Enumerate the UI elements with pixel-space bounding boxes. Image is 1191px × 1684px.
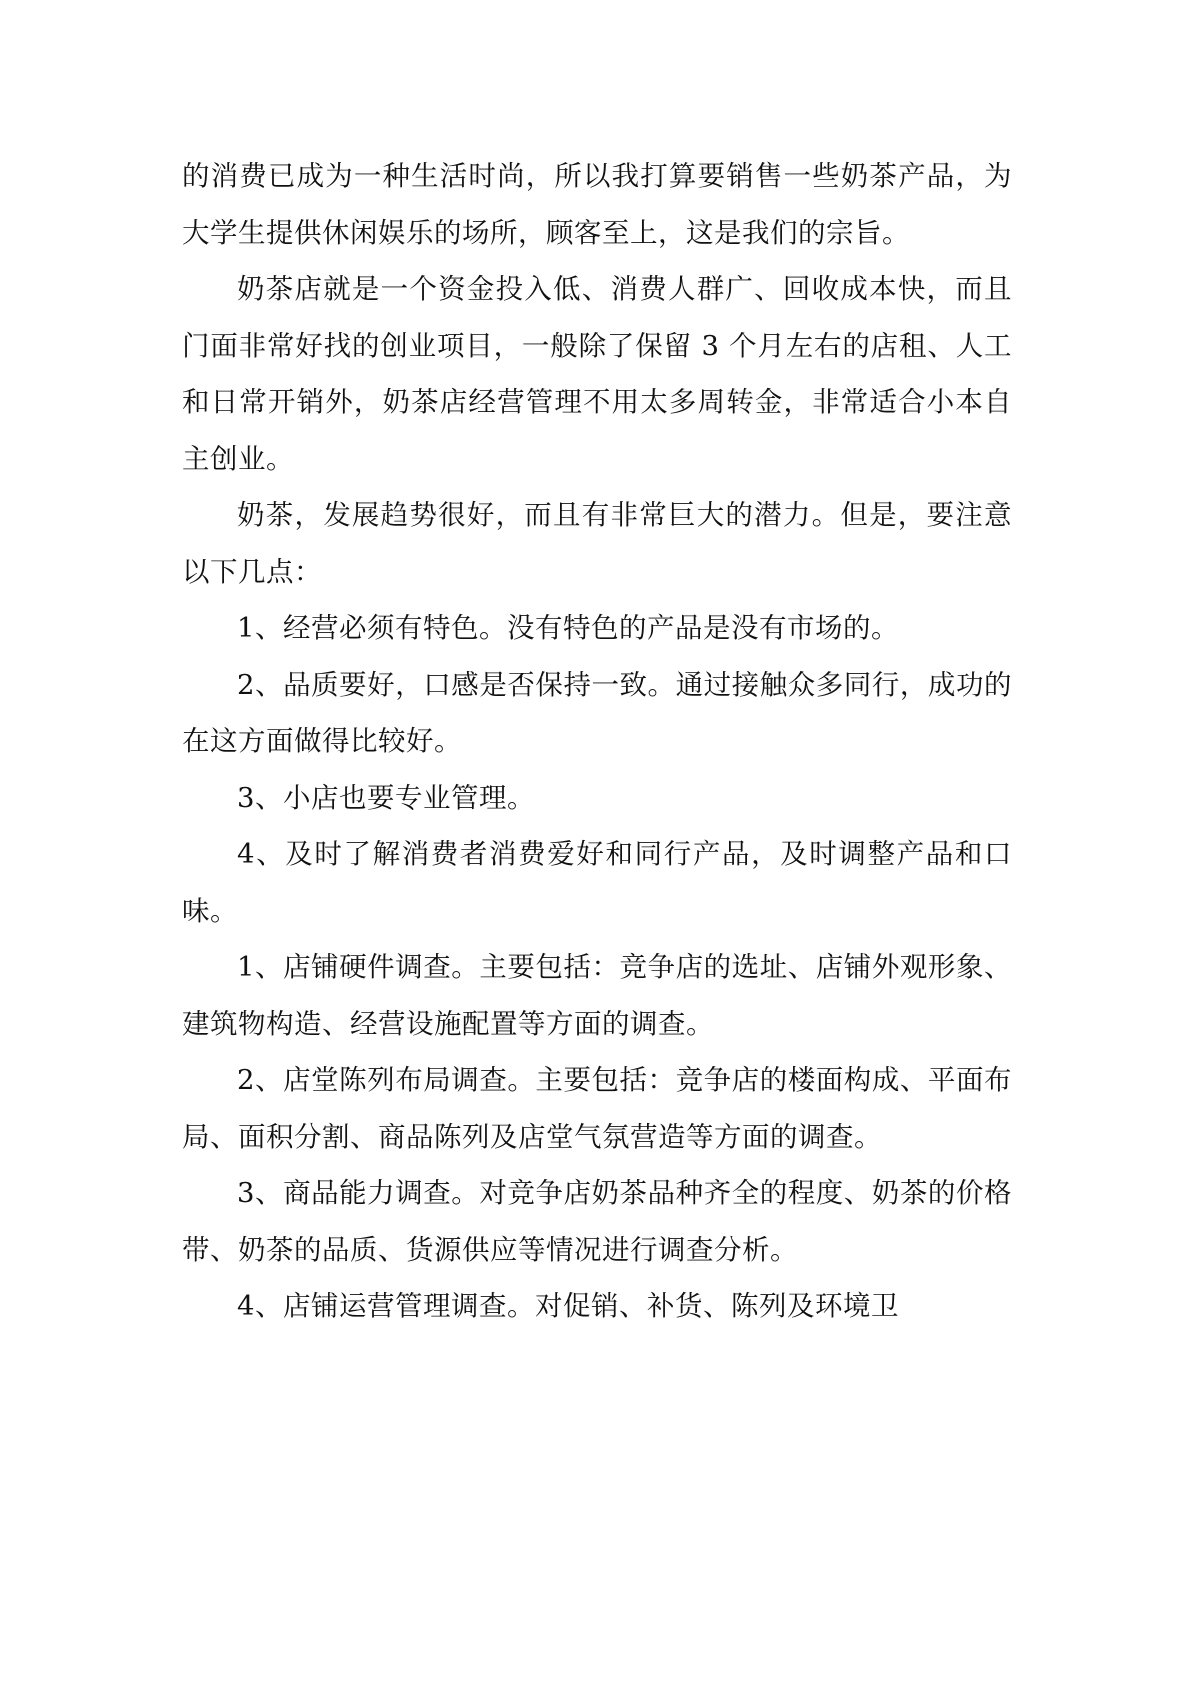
paragraph-3: 奶茶，发展趋势很好，而且有非常巨大的潜力。但是，要注意以下几点： <box>182 499 1012 588</box>
survey-item-1: 1、店铺硬件调查。主要包括：竞争店的选址、店铺外观形象、建筑物构造、经营设施配置等方面的调查。 <box>182 951 1012 1040</box>
survey-item-2: 2、店堂陈列布局调查。主要包括：竞争店的楼面构成、平面布局、面积分割、商品陈列及店堂气氛营造等方面的调查。 <box>182 1064 1012 1153</box>
list-item-4: 4、及时了解消费者消费爱好和同行产品，及时调整产品和口味。 <box>182 838 1012 927</box>
paragraph-2: 奶茶店就是一个资金投入低、消费人群广、回收成本快，而且门面非常好找的创业项目，一般除了保留 3 个月左右的店租、人工和日常开销外，奶茶店经营管理不用太多周转金，非常适合小本自主创业。 <box>182 273 1012 475</box>
survey-item-3: 3、商品能力调查。对竞争店奶茶品种齐全的程度、奶茶的价格带、奶茶的品质、货源供应等情况进行调查分析。 <box>182 1177 1012 1266</box>
list-item-3: 3、小店也要专业管理。 <box>237 781 535 814</box>
survey-item-4: 4、店铺运营管理调查。对促销、补货、陈列及环境卫 <box>237 1290 899 1322</box>
document-body <box>182 148 1012 1335</box>
paragraph-1: 的消费已成为一种生活时尚，所以我打算要销售一些奶茶产品，为大学生提供休闲娱乐的场所，顾客至上，这是我们的宗旨。 <box>182 160 1012 249</box>
list-item-1: 1、经营必须有特色。没有特色的产品是没有市场的。 <box>237 612 899 644</box>
list-item-2: 2、品质要好，口感是否保持一致。通过接触众多同行，成功的在这方面做得比较好。 <box>182 668 1012 757</box>
